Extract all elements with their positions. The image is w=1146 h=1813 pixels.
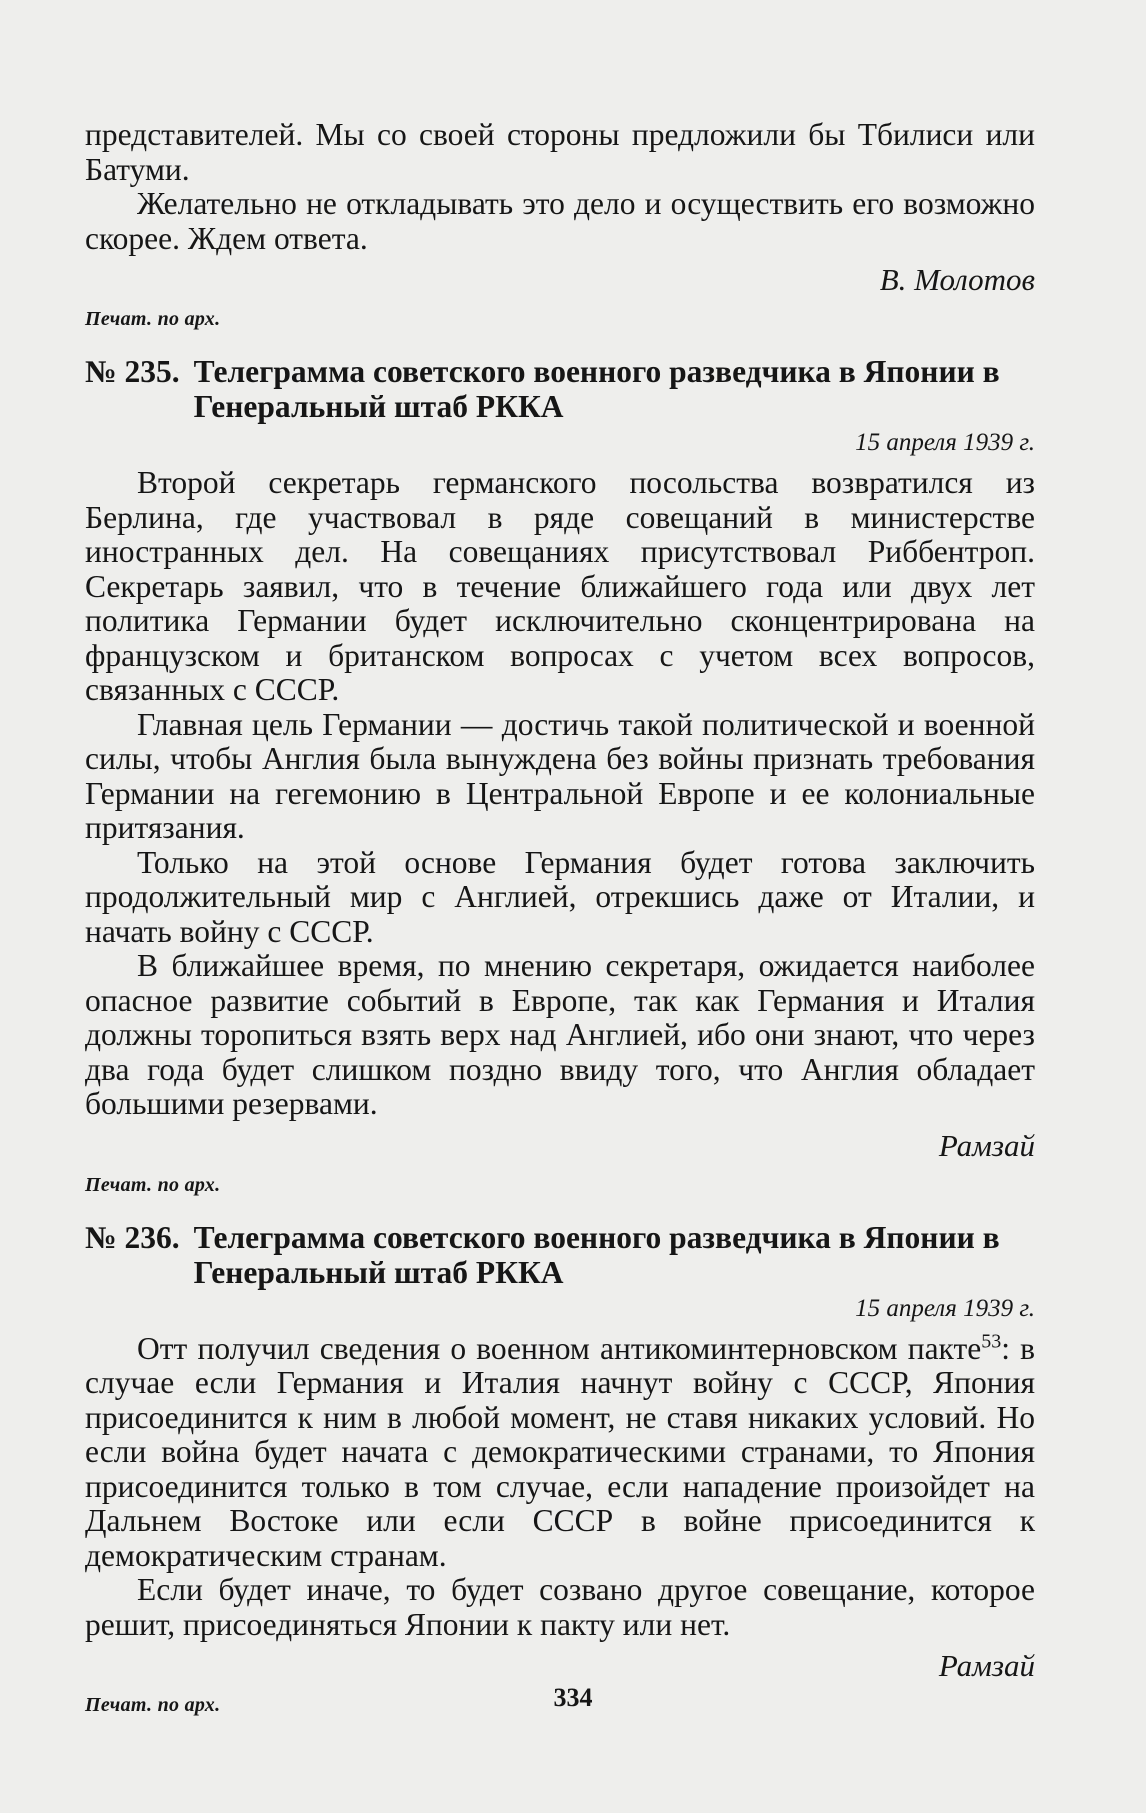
doc-235-source-note: Печат. по арх. <box>85 1173 221 1196</box>
doc-235-title: Телеграмма советского военного разведчика в Японии в Генеральный штаб РККА <box>193 354 1000 424</box>
doc-235-paragraph: Только на этой основе Германия будет готова заключить продолжительный мир с Англией, отрекшись даже от Италии, и начать войну с СССР. <box>85 844 1035 949</box>
doc-236-paragraph-1-start: Отт получил сведения о военном антикоминтерновском пакте <box>137 1330 982 1366</box>
intro-paragraph-2: Желательно не откладывать это дело и осуществить его возможно скорее. Ждем ответа. <box>85 186 1035 256</box>
doc-235-heading <box>85 354 1035 424</box>
doc-236-paragraph-2: Если будет иначе, то будет созвано другое совещание, которое решит, присоединяться Японии к пакту или нет. <box>85 1572 1035 1642</box>
doc-235-number: № 235. <box>85 354 180 389</box>
doc-236-title: Телеграмма советского военного разведчика в Японии в Генеральный штаб РККА <box>193 1219 1000 1290</box>
doc-236-date: 15 апреля 1939 г. <box>855 1294 1035 1322</box>
footnote-marker: 53 <box>981 1330 1002 1352</box>
doc-235-date: 15 апреля 1939 г. <box>855 429 1035 456</box>
intro-paragraph-1: представителей. Мы со своей стороны предложили бы Тбилиси или Батуми. <box>85 117 1035 187</box>
intro-source-note: Печат. по арх. <box>85 308 221 330</box>
doc-236-heading <box>85 1220 1035 1290</box>
doc-236-source-note: Печат. по арх. <box>85 1694 221 1716</box>
doc-236-number: № 236. <box>85 1219 180 1255</box>
page-number: 334 <box>553 1683 593 1712</box>
doc-236-signature: Рамзай <box>938 1648 1035 1683</box>
document-page <box>85 118 1035 1718</box>
doc-235-paragraph: В ближайшее время, по мнению секретаря, ожидается наиболее опасное развитие событий в Европе, так как Германия и Италия должны торопиться взять верх над Англией, ибо они знают, что через два года будет слишком поздно ввиду того, что Англия обладает большими резервами. <box>85 948 1035 1121</box>
intro-signature: В. Молотов <box>879 262 1035 297</box>
doc-235-paragraph: Главная цель Германии — достичь такой политической и военной силы, чтобы Англия была вынуждена без войны признать требования Германии на гегемонию в Центральной Европе и ее колониальные притязания. <box>85 706 1035 845</box>
doc-236-paragraph-1 <box>85 1332 1035 1574</box>
doc-235-signature: Рамзай <box>938 1127 1035 1163</box>
doc-235-paragraph: Второй секретарь германского посольства возвратился из Берлина, где участвовал в ряде совещаний в министерстве иностранных дел. На совещаниях присутствовал Риббентроп. Секретарь заявил, что в течение ближайшего года или двух лет политика Германии будет исключительно сконцентрирована на французском и британском вопросах с учетом всех вопросов, связанных с СССР. <box>85 465 1035 707</box>
doc-236-paragraph-1-rest: : в случае если Германия и Италия начнут войну с СССР, Япония присоединится к ним в любой момент, не ставя никаких условий. Но если война будет начата с демократическими странами, то Япония присоединится только в том случае, если нападение произойдет на Дальнем Востоке или если СССР в войне присоединится к демократическим странам. <box>85 1330 1036 1573</box>
